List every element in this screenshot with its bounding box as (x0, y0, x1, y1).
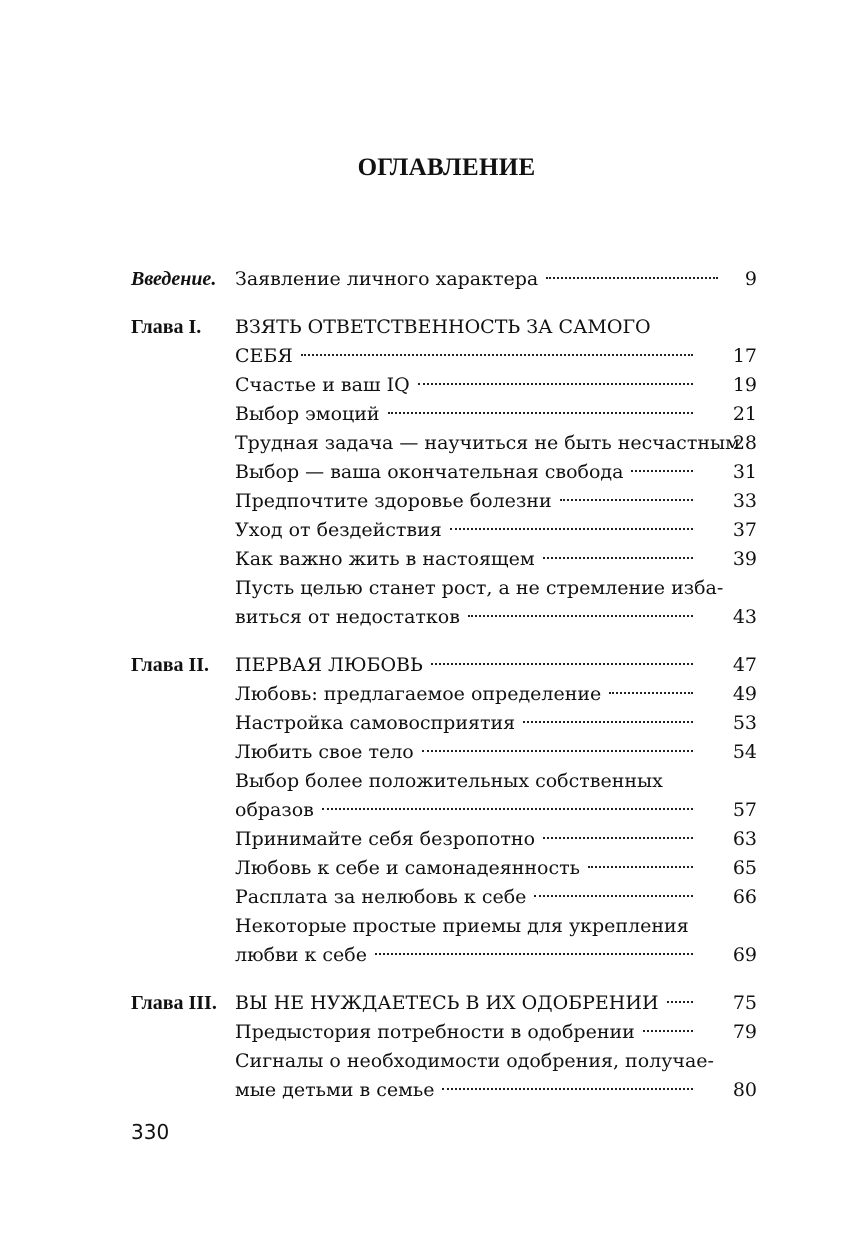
toc-entry-title: Любовь: предлагаемое определение (235, 683, 602, 705)
chapter-label: Глава II. (131, 654, 210, 676)
toc-entry-page: 57 (732, 799, 757, 821)
toc-entry-title: Предыстория потребности в одобрении (235, 1021, 635, 1043)
dot-leader (667, 1001, 693, 1003)
toc-entry-title: ВЗЯТЬ ОТВЕТСТВЕННОСТЬ ЗА САМОГО (235, 316, 651, 338)
toc-entry-title: Настройка самовосприятия (235, 712, 516, 734)
dot-leader (450, 528, 693, 530)
dot-leader (301, 354, 693, 356)
toc-entry-line[interactable] (131, 429, 757, 458)
toc-entry-title: Выбор эмоций (235, 403, 380, 425)
dot-leader (375, 953, 693, 955)
toc-entry-page: 21 (732, 403, 757, 425)
toc-entry-title: Трудная задача — научиться не быть несчастным (235, 432, 740, 454)
dot-leader (560, 499, 693, 501)
dot-leader (609, 692, 693, 694)
dot-leader (631, 470, 693, 472)
toc-entry-title: Выбор более положительных собственных (235, 770, 663, 792)
chapter-gap (131, 632, 757, 651)
toc-entry-line[interactable] (131, 796, 757, 825)
toc-entry-page: 63 (732, 828, 757, 850)
toc-entry-page: 17 (732, 345, 757, 367)
toc-entry-title: Любить свое тело (235, 741, 414, 763)
toc-entry-page: 28 (732, 432, 757, 454)
toc-entry-line[interactable] (131, 651, 757, 680)
toc-entry-title: любви к себе (235, 944, 367, 966)
toc-entry-title: Расплата за нелюбовь к себе (235, 886, 527, 908)
page-title: ОГЛАВЛЕНИЕ (357, 154, 536, 181)
toc-entry-page: 19 (732, 374, 757, 396)
chapter-label: Глава I. (131, 316, 202, 338)
toc-entry-line[interactable] (131, 825, 757, 854)
toc-entry-line[interactable] (131, 400, 757, 429)
toc-entry-title: мые детьми в семье (235, 1079, 435, 1101)
dot-leader (543, 837, 693, 839)
toc-intro-page: 9 (744, 268, 757, 290)
toc-entry-line[interactable] (131, 912, 757, 941)
toc-entry-line[interactable] (131, 709, 757, 738)
toc-entry-page: 79 (732, 1021, 757, 1043)
toc-intro-label: Введение. (131, 268, 217, 290)
toc-entry-line[interactable] (131, 516, 757, 545)
toc-entry-line[interactable] (131, 989, 757, 1018)
toc-entry-title: ВЫ НЕ НУЖДАЕТЕСЬ В ИХ ОДОБРЕНИИ (235, 992, 659, 1014)
chapter-gap (131, 970, 757, 989)
toc-entry-line[interactable] (131, 738, 757, 767)
toc-entry-title: ПЕРВАЯ ЛЮБОВЬ (235, 654, 423, 676)
toc-entry-page: 47 (732, 654, 757, 676)
toc-entry-page: 69 (732, 944, 757, 966)
toc-entry-line[interactable] (131, 574, 757, 603)
dot-leader (543, 557, 693, 559)
toc-entry-title: виться от недостатков (235, 606, 460, 628)
toc-entry-title: образов (235, 799, 314, 821)
toc-entry-title: Счастье и ваш IQ (235, 374, 410, 396)
dot-leader (523, 721, 693, 723)
toc-entry-line[interactable] (131, 313, 757, 342)
toc-entry-page: 39 (732, 548, 757, 570)
toc-entry-line[interactable] (131, 342, 757, 371)
toc-intro-row[interactable] (131, 265, 757, 294)
dot-leader (643, 1030, 693, 1032)
dot-leader (546, 277, 718, 279)
toc-entry-page: 54 (732, 741, 757, 763)
toc-entry-page: 31 (732, 461, 757, 483)
toc-entry-title: Предпочтите здоровье болезни (235, 490, 552, 512)
toc-entry-page: 33 (732, 490, 757, 512)
chapter-gap (131, 294, 757, 313)
toc-entry-page: 43 (732, 606, 757, 628)
toc-entry-title: Принимайте себя безропотно (235, 828, 536, 850)
toc-entry-page: 80 (732, 1079, 757, 1101)
dot-leader (322, 808, 693, 810)
toc-entry-title: Любовь к себе и самонадеянность (235, 857, 580, 879)
toc-entry-title: Некоторые простые приемы для укрепления (235, 915, 689, 937)
page-number: 330 (131, 1120, 170, 1144)
dot-leader (431, 663, 693, 665)
dot-leader (442, 1088, 693, 1090)
toc-entry-line[interactable] (131, 854, 757, 883)
toc-entry-page: 37 (732, 519, 757, 541)
toc-entry-title: Как важно жить в настоящем (235, 548, 535, 570)
toc-entry-title: Пусть целью станет рост, а не стремление изба- (235, 577, 724, 599)
dot-leader (388, 412, 693, 414)
toc-entry-page: 65 (732, 857, 757, 879)
dot-leader (534, 895, 693, 897)
toc-entry-line[interactable] (131, 1076, 757, 1105)
toc-entry-page: 49 (732, 683, 757, 705)
toc-entry-page: 53 (732, 712, 757, 734)
toc-intro-title: Заявление личного характера (235, 268, 539, 290)
table-of-contents (131, 265, 757, 1105)
toc-entry-line[interactable] (131, 487, 757, 516)
toc-entry-page: 66 (732, 886, 757, 908)
dot-leader (418, 383, 693, 385)
chapter-label: Глава III. (131, 992, 217, 1014)
toc-entry-title: Выбор — ваша окончательная свобода (235, 461, 624, 483)
dot-leader (588, 866, 693, 868)
toc-entry-line[interactable] (131, 680, 757, 709)
toc-entry-line[interactable] (131, 603, 757, 632)
toc-entry-line[interactable] (131, 371, 757, 400)
toc-entry-line[interactable] (131, 1047, 757, 1076)
toc-entry-title: Уход от бездействия (235, 519, 442, 541)
dot-leader (468, 615, 693, 617)
toc-entry-line[interactable] (131, 458, 757, 487)
toc-entry-line[interactable] (131, 1018, 757, 1047)
toc-entry-line[interactable] (131, 941, 757, 970)
toc-entry-title: Сигналы о необходимости одобрения, получае- (235, 1050, 714, 1072)
toc-entry-page: 75 (732, 992, 757, 1014)
dot-leader (422, 750, 693, 752)
toc-entry-line[interactable] (131, 883, 757, 912)
toc-entry-title: СЕБЯ (235, 345, 293, 367)
toc-entry-line[interactable] (131, 545, 757, 574)
toc-entry-line[interactable] (131, 767, 757, 796)
